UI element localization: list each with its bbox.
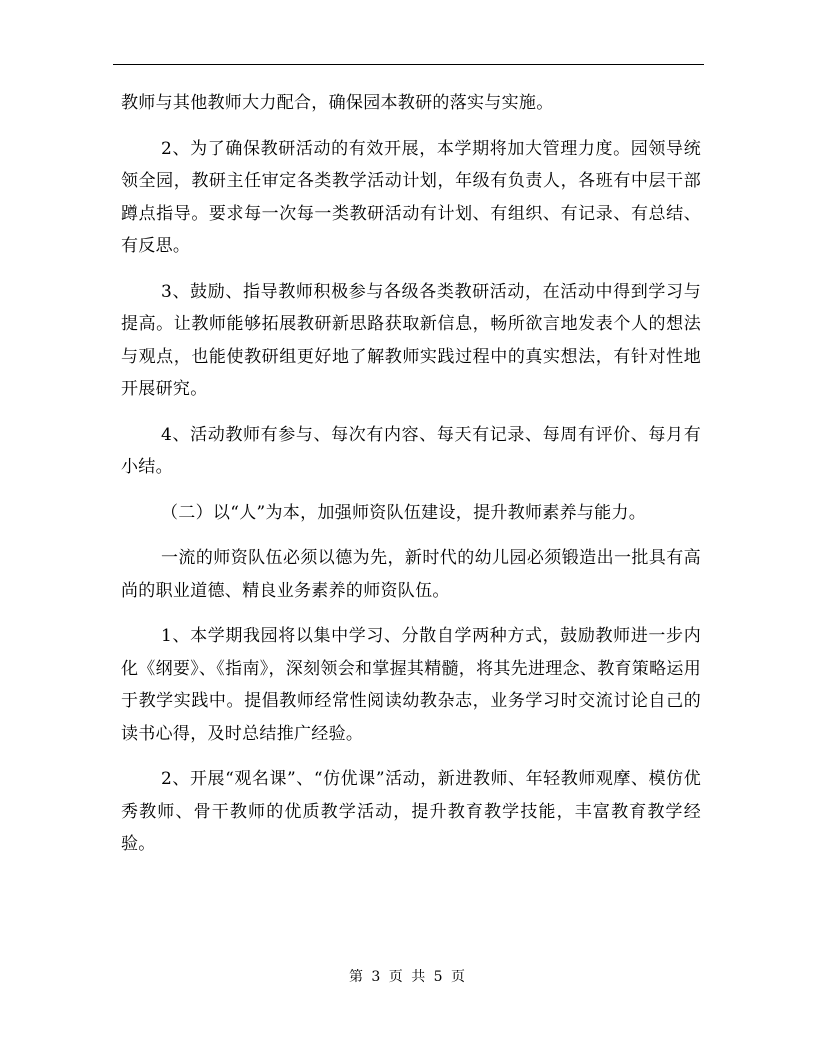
document-body xyxy=(121,87,701,874)
section-heading-2: （二）以“人”为本，加强师资队伍建设，提升教师素养与能力。 xyxy=(161,502,647,523)
paragraph-item-4: 4、活动教师有参与、每次有内容、每天有记录、每周有评价、每月有小结。 xyxy=(121,424,701,477)
paragraph-sub-1: 1、本学期我园将以集中学习、分散自学两种方式，鼓励教师进一步内化《纲要》、《指南》，深刻领会和掌握其精髓，将其先进理念、教育策略运用于教学实践中。提倡教师经常性阅读幼教杂志，业务学习时交流讨论自己的读书心得，及时总结推广经验。 xyxy=(121,626,701,744)
paragraph-item-3: 3、鼓励、指导教师积极参与各级各类教研活动，在活动中得到学习与提高。让教师能够拓展教研新思路获取新信息，畅所欲言地发表个人的想法与观点，也能使教研组更好地了解教师实践过程中的真实想法，有针对性地开展研究。 xyxy=(121,281,701,399)
paragraph-continuation: 教师与其他教师大力配合，确保园本教研的落实与实施。 xyxy=(121,93,554,113)
paragraph-item-2: 2、为了确保教研活动的有效开展，本学期将加大管理力度。园领导统领全园，教研主任审定各类教学活动计划，年级有负责人，各班有中层干部蹲点指导。要求每一次每一类教研活动有计划、有组织、有记录、有总结、有反思。 xyxy=(121,138,701,256)
paragraph-intro: 一流的师资队伍必须以德为先，新时代的幼儿园必须锻造出一批具有高尚的职业道德、精良业务素养的师资队伍。 xyxy=(121,548,701,601)
page-number: 第 3 页 共 5 页 xyxy=(348,969,468,985)
header-rule xyxy=(113,64,704,65)
paragraph-sub-2: 2、开展“观名课”、“仿优课”活动，新进教师、年轻教师观摩、模仿优秀教师、骨干教师的优质教学活动，提升教育教学技能，丰富教育教学经验。 xyxy=(121,769,701,854)
